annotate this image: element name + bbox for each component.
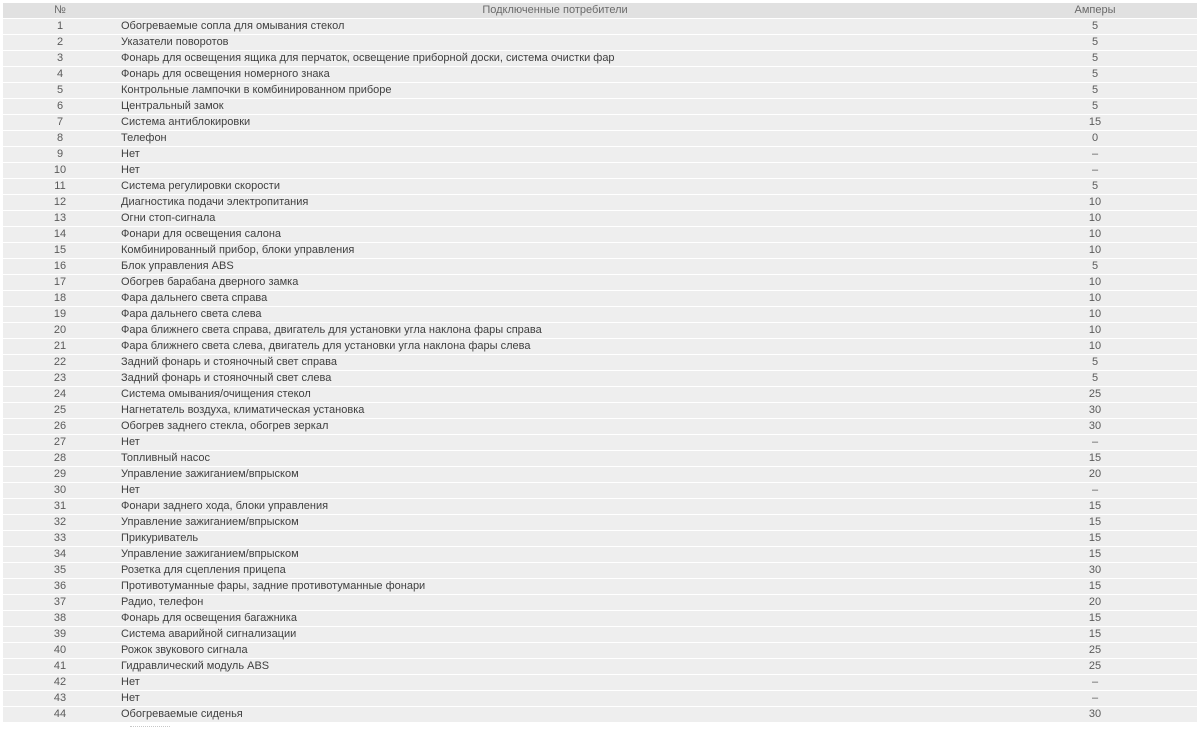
table-row — [3, 643, 1197, 658]
consumer-name-cell: Система омывания/очищения стекол — [117, 387, 993, 402]
fuse-number-cell: 33 — [3, 531, 117, 546]
consumer-name-cell: Топливный насос — [117, 451, 993, 466]
amperage-cell: 15 — [993, 547, 1197, 562]
table-row — [3, 675, 1197, 690]
table-row — [3, 51, 1197, 66]
fuse-number-cell: 28 — [3, 451, 117, 466]
amperage-cell: 30 — [993, 419, 1197, 434]
table-row — [3, 355, 1197, 370]
consumer-name-cell: Нет — [117, 147, 993, 162]
table-row — [3, 243, 1197, 258]
header-consumers: Подключенные потребители — [117, 3, 993, 18]
fuse-number-cell: 42 — [3, 675, 117, 690]
amperage-cell: 0 — [993, 131, 1197, 146]
amperage-cell: 25 — [993, 643, 1197, 658]
amperage-cell: 15 — [993, 531, 1197, 546]
table-row — [3, 515, 1197, 530]
consumer-name-cell: Обогрев заднего стекла, обогрев зеркал — [117, 419, 993, 434]
amperage-cell: 10 — [993, 307, 1197, 322]
consumer-name-cell: Задний фонарь и стояночный свет слева — [117, 371, 993, 386]
fuse-number-cell: 10 — [3, 163, 117, 178]
table-row — [3, 35, 1197, 50]
fuse-number-cell: 43 — [3, 691, 117, 706]
table-row — [3, 211, 1197, 226]
consumer-name-cell: Система регулировки скорости — [117, 179, 993, 194]
fuse-number-cell: 39 — [3, 627, 117, 642]
amperage-cell: 25 — [993, 387, 1197, 402]
consumer-name-cell: Фара ближнего света справа, двигатель для установки угла наклона фары справа — [117, 323, 993, 338]
fuse-number-cell: 22 — [3, 355, 117, 370]
table-row — [3, 227, 1197, 242]
consumer-name-cell: Фонари для освещения салона — [117, 227, 993, 242]
fuse-number-cell: 5 — [3, 83, 117, 98]
fuse-number-cell: 21 — [3, 339, 117, 354]
consumer-name-cell: Контрольные лампочки в комбинированном приборе — [117, 83, 993, 98]
amperage-cell: 15 — [993, 627, 1197, 642]
consumer-name-cell: Фара дальнего света справа — [117, 291, 993, 306]
fuse-number-cell: 24 — [3, 387, 117, 402]
consumer-name-cell: Фонарь для освещения багажника — [117, 611, 993, 626]
fuse-number-cell: 13 — [3, 211, 117, 226]
fuse-number-cell: 3 — [3, 51, 117, 66]
amperage-cell: 10 — [993, 323, 1197, 338]
fuse-number-cell: 14 — [3, 227, 117, 242]
fuse-number-cell: 38 — [3, 611, 117, 626]
fuse-number-cell: 2 — [3, 35, 117, 50]
header-number: № — [3, 3, 117, 18]
amperage-cell: 10 — [993, 227, 1197, 242]
fuse-number-cell: 23 — [3, 371, 117, 386]
table-row — [3, 339, 1197, 354]
consumer-name-cell: Радио, телефон — [117, 595, 993, 610]
table-row — [3, 323, 1197, 338]
consumer-name-cell: Фонарь для освещения ящика для перчаток, освещение приборной доски, система очистки фар — [117, 51, 993, 66]
consumer-name-cell: Противотуманные фары, задние противотуманные фонари — [117, 579, 993, 594]
fuse-number-cell: 7 — [3, 115, 117, 130]
table-row — [3, 467, 1197, 482]
amperage-cell: 5 — [993, 19, 1197, 34]
amperage-cell: 5 — [993, 179, 1197, 194]
amperage-cell: 15 — [993, 611, 1197, 626]
amperage-cell: 20 — [993, 595, 1197, 610]
fuse-number-cell: 37 — [3, 595, 117, 610]
amperage-cell: 30 — [993, 707, 1197, 722]
table-row — [3, 419, 1197, 434]
table-row — [3, 579, 1197, 594]
table-row — [3, 451, 1197, 466]
fuse-number-cell: 15 — [3, 243, 117, 258]
amperage-cell: – — [993, 691, 1197, 706]
amperage-cell: – — [993, 147, 1197, 162]
table-row — [3, 307, 1197, 322]
consumer-name-cell: Розетка для сцепления прицепа — [117, 563, 993, 578]
table-row — [3, 611, 1197, 626]
fuse-number-cell: 34 — [3, 547, 117, 562]
fuse-number-cell: 11 — [3, 179, 117, 194]
amperage-cell: 30 — [993, 563, 1197, 578]
consumer-name-cell: Нет — [117, 435, 993, 450]
table-row — [3, 19, 1197, 34]
consumer-name-cell: Фара ближнего света слева, двигатель для установки угла наклона фары слева — [117, 339, 993, 354]
amperage-cell: 15 — [993, 451, 1197, 466]
table-row — [3, 275, 1197, 290]
table-row — [3, 595, 1197, 610]
consumer-name-cell: Обогреваемые сопла для омывания стекол — [117, 19, 993, 34]
table-row — [3, 195, 1197, 210]
fuse-number-cell: 36 — [3, 579, 117, 594]
fuse-number-cell: 41 — [3, 659, 117, 674]
fuse-number-cell: 6 — [3, 99, 117, 114]
table-row — [3, 691, 1197, 706]
fuse-number-cell: 30 — [3, 483, 117, 498]
table-row — [3, 659, 1197, 674]
fuse-number-cell: 40 — [3, 643, 117, 658]
consumer-name-cell: Центральный замок — [117, 99, 993, 114]
table-row — [3, 115, 1197, 130]
amperage-cell: 30 — [993, 403, 1197, 418]
table-row — [3, 435, 1197, 450]
consumer-name-cell: Управление зажиганием/впрыском — [117, 515, 993, 530]
amperage-cell: 15 — [993, 499, 1197, 514]
amperage-cell: 10 — [993, 339, 1197, 354]
amperage-cell: 15 — [993, 115, 1197, 130]
consumer-name-cell: Нет — [117, 691, 993, 706]
table-row — [3, 67, 1197, 82]
consumer-name-cell: Задний фонарь и стояночный свет справа — [117, 355, 993, 370]
fuse-number-cell: 8 — [3, 131, 117, 146]
amperage-cell: – — [993, 675, 1197, 690]
fuse-number-cell: 44 — [3, 707, 117, 722]
consumer-name-cell: Обогрев барабана дверного замка — [117, 275, 993, 290]
fuse-number-cell: 4 — [3, 67, 117, 82]
table-row — [3, 499, 1197, 514]
amperage-cell: – — [993, 163, 1197, 178]
fuse-number-cell: 29 — [3, 467, 117, 482]
table-row — [3, 291, 1197, 306]
table-row — [3, 387, 1197, 402]
table-row — [3, 483, 1197, 498]
fuse-number-cell: 20 — [3, 323, 117, 338]
page-edge-fragment — [130, 726, 170, 730]
consumer-name-cell: Нет — [117, 675, 993, 690]
table-row — [3, 99, 1197, 114]
table-row — [3, 371, 1197, 386]
header-amperes: Амперы — [993, 3, 1197, 18]
amperage-cell: 5 — [993, 83, 1197, 98]
consumer-name-cell: Огни стоп-сигнала — [117, 211, 993, 226]
fuse-number-cell: 35 — [3, 563, 117, 578]
table-row — [3, 547, 1197, 562]
table-row — [3, 403, 1197, 418]
amperage-cell: 5 — [993, 51, 1197, 66]
table-row — [3, 83, 1197, 98]
fuse-number-cell: 16 — [3, 259, 117, 274]
amperage-cell: 10 — [993, 211, 1197, 226]
fuse-number-cell: 31 — [3, 499, 117, 514]
fuse-number-cell: 9 — [3, 147, 117, 162]
table-row — [3, 147, 1197, 162]
consumer-name-cell: Прикуриватель — [117, 531, 993, 546]
amperage-cell: 10 — [993, 275, 1197, 290]
consumer-name-cell: Телефон — [117, 131, 993, 146]
amperage-cell: 10 — [993, 195, 1197, 210]
amperage-cell: 5 — [993, 99, 1197, 114]
consumer-name-cell: Блок управления ABS — [117, 259, 993, 274]
consumer-name-cell: Система антиблокировки — [117, 115, 993, 130]
table-row — [3, 179, 1197, 194]
amperage-cell: 20 — [993, 467, 1197, 482]
consumer-name-cell: Фонари заднего хода, блоки управления — [117, 499, 993, 514]
table-body — [3, 19, 1197, 722]
table-row — [3, 707, 1197, 722]
fuse-table — [3, 2, 1197, 723]
consumer-name-cell: Нет — [117, 163, 993, 178]
table-row — [3, 563, 1197, 578]
consumer-name-cell: Управление зажиганием/впрыском — [117, 467, 993, 482]
consumer-name-cell: Диагностика подачи электропитания — [117, 195, 993, 210]
consumer-name-cell: Управление зажиганием/впрыском — [117, 547, 993, 562]
amperage-cell: – — [993, 435, 1197, 450]
table-row — [3, 531, 1197, 546]
amperage-cell: 10 — [993, 291, 1197, 306]
table-row — [3, 627, 1197, 642]
table-row — [3, 259, 1197, 274]
table-row — [3, 131, 1197, 146]
amperage-cell: 5 — [993, 67, 1197, 82]
fuse-number-cell: 25 — [3, 403, 117, 418]
amperage-cell: 5 — [993, 35, 1197, 50]
table-row — [3, 163, 1197, 178]
consumer-name-cell: Гидравлический модуль ABS — [117, 659, 993, 674]
consumer-name-cell: Комбинированный прибор, блоки управления — [117, 243, 993, 258]
fuse-number-cell: 26 — [3, 419, 117, 434]
amperage-cell: 5 — [993, 371, 1197, 386]
fuse-number-cell: 19 — [3, 307, 117, 322]
amperage-cell: 25 — [993, 659, 1197, 674]
amperage-cell: 5 — [993, 259, 1197, 274]
consumer-name-cell: Фара дальнего света слева — [117, 307, 993, 322]
amperage-cell: 5 — [993, 355, 1197, 370]
consumer-name-cell: Нагнетатель воздуха, климатическая установка — [117, 403, 993, 418]
consumer-name-cell: Нет — [117, 483, 993, 498]
consumer-name-cell: Система аварийной сигнализации — [117, 627, 993, 642]
amperage-cell: 15 — [993, 515, 1197, 530]
amperage-cell: 15 — [993, 579, 1197, 594]
fuse-number-cell: 17 — [3, 275, 117, 290]
fuse-number-cell: 27 — [3, 435, 117, 450]
consumer-name-cell: Указатели поворотов — [117, 35, 993, 50]
consumer-name-cell: Рожок звукового сигнала — [117, 643, 993, 658]
fuse-number-cell: 1 — [3, 19, 117, 34]
table-header-row — [3, 3, 1197, 18]
fuse-number-cell: 18 — [3, 291, 117, 306]
fuse-number-cell: 32 — [3, 515, 117, 530]
consumer-name-cell: Фонарь для освещения номерного знака — [117, 67, 993, 82]
consumer-name-cell: Обогреваемые сиденья — [117, 707, 993, 722]
amperage-cell: 10 — [993, 243, 1197, 258]
amperage-cell: – — [993, 483, 1197, 498]
fuse-number-cell: 12 — [3, 195, 117, 210]
